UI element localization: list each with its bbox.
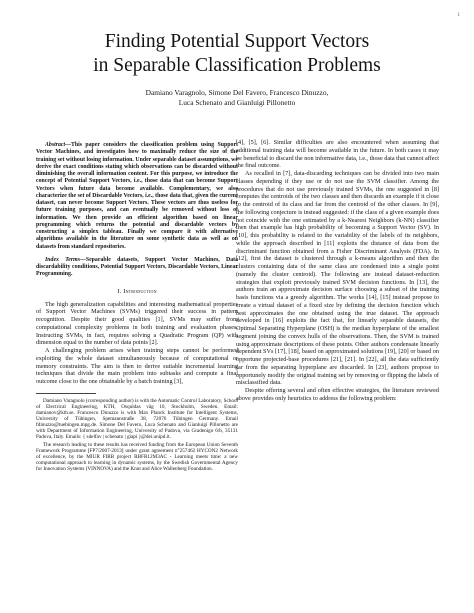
body-paragraph: Despite offering several and often effective strategies, the literature reviewed above provides only heuristics to address the following problem: (236, 387, 439, 402)
paper-title (0, 30, 474, 78)
footnote-rule (36, 393, 96, 394)
page-number: 1 (457, 13, 460, 18)
author-line: Luca Schenato and Gianluigi Pillonetto (178, 98, 296, 107)
intro-paragraph: The high generalization capabilities and interesting mathematical properties of Support Vector Machines (SVMs) triggered their success in pattern recognition. Despite their good qualities [1], SVMs may suffer from computational complexity problems in both training and evaluation phases. Instructing SVMs, in fact, requires solving a Quadratic Program (QP) with dimension equal to the number of data points [2]. (36, 300, 238, 347)
footnote: The research leading to these results has received funding from the European Union Seventh Framework Programme [FP7/2007-2013] under grant agreement n°257462 HYCON2 Network of excellence, by the MIUR FIRB project RBFR12M3AC - Learning meets time: a new computational approach to learning in dynamic systems, by the Swedish Governmental Agency for Innovation Systems (VINNOVA) and the Knut and Alice Wallenberg Foundation. (36, 442, 238, 473)
abstract (36, 142, 238, 251)
index-terms-lead: Index Terms (45, 256, 80, 263)
intro-paragraph: A challenging problem arises when training steps cannot be performed exploiting the whole dataset simultaneously because of computational or memory constraints. The aim is then to derive suitable incremental learning techniques that divide the main problem into subtasks and compute a final outcome close to the one obtainable by a batch training [3], (36, 347, 238, 385)
section-heading: I. Introduction (117, 287, 157, 295)
body-paragraph: As recalled in [7], data-discarding techniques can be divided into two main classes depending if they use or do not use the SVM classifier. Among the procedures that do not use previously trained SVMs, the one suggested in [8] computes the centroids of the two classes and then discards an example if it close to the centroid of its class and far from the centroid of the other classes. In [9], the following conjecture is instead suggested: if the class of a given example does not coincide with the one estimated by a k-Nearest Neighbors (k-NN) classifier then that example has high probability of becoming a Support Vector (SV). In [10], this probability is related to the variability of the labels of its neighbors, while the approach described in [11] exploits the distance of data from the discriminant function obtained from a Fisher Discriminant Analysis (FDA). In [12], first the dataset is clustered through a k-means algorithm and then the clusters containing data of the same class are condensed into a single point (namely the cluster centroid). The following are instead dataset-reduction strategies that exploit previously trained SVM decision functions. In [13], the authors train an approximate decision surface choosing a subset of the training basis functions via a greedy algorithm. The works [14], [15] instead propose to create a virtual dataset of a fixed size by defining the decision function which best approximates the one obtained using the true dataset. The approach developed in [16] exploits the fact that, for linearly separable datasets, the Optimal Separating Hyperplane (OSH) is the median hyperplane of the smallest segment joining the convex hulls of the observations. Then, the SVM is trained using approximate descriptions of these points. Other authors condensate linearly dependent SVs [17], [18], based on approximated solutions [19], [20] or based on opportune projected-base procedures [21], [21]. In [22], all the data sufficiently far from the separating hyperplane are discarded. In [23], authors propose to opportunely modify the original training set by removing or flipping the labels of misclassified data. (236, 170, 439, 387)
abstract-text: —This paper considers the classification problem using Support Vector Machines, and investigates how to maximally reduce the size of the training set without losing information. Under separable dataset assumptions, we derive the exact conditions stating which observations can be discarded without diminishing the overall information content. For this purpose, we introduce the concept of Potential Support Vectors, i.e., those data that can become Support Vectors when future data become available. Complementary, we also characterize the set of Discardable Vectors, i.e., those data that, given the current dataset, can never become Support Vectors. These vectors are thus useless for future training purposes, and can eventually be removed without loss of information. We then provide an efficient algorithm based on linear programming which returns the potential and discardable vectors by constructing a simplex tableau. Finally we compare it with alternative algorithms available in the literature on some synthetic data as well as on datasets from standard repositories. (36, 142, 239, 250)
title-line: in Separable Classification Problems (93, 55, 381, 76)
footnote: Damiano Varagnolo (corresponding author) is with the Automatic Control Laboratory, School of Electrical Engineering, KTH, Osquldas väg 10, Stockholm, Sweden. Email: damianov@kth.se. Francesco Dinuzzo is with Max Planck Institute for Intelligent Systems, University of Tübingen, Spemannstraße 38, 72076 Tübingen Germany. Email fdinuzzo@tuebingen.mpg.de. Simone Del Favero, Luca Schenato and Gianluigi Pillonetto are with Department of Information Engineering, University of Padova, via Gradenigo 6/b, 35131 Padova, Italy. Emails: { sdelfav | schenato | giapi }@dei.unipd.it. (36, 397, 238, 441)
index-terms (36, 257, 238, 279)
author-line: Damiano Varagnolo, Simone Del Favero, Francesco Dinuzzo, (145, 88, 329, 97)
title-line: Finding Potential Support Vectors (104, 31, 370, 52)
author-list (0, 88, 474, 108)
left-column (36, 142, 238, 474)
right-column (236, 139, 439, 403)
abstract-lead: Abstract (45, 142, 66, 148)
index-terms-text: —Separable datasets, Support Vector Machines, Data discardability conditions, Potential Support Vectors, Discardable Vectors, Linear Programming. (36, 256, 238, 278)
body-paragraph: [4], [5], [6]. Similar difficulties are also encountered when assuming that additional training data will become available in the future. In both cases it may be beneficial to discard the non informative data, i.e., those data that cannot affect the final outcome. (236, 139, 439, 170)
